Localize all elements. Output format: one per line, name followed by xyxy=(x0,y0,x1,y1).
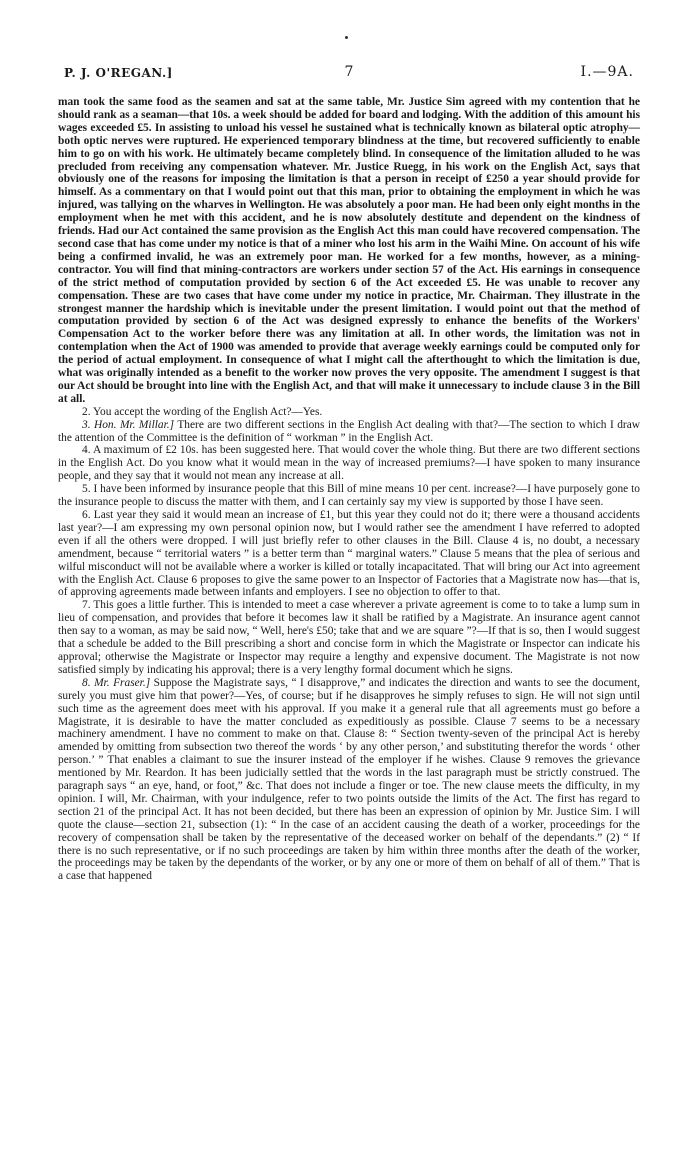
paragraph-6-text: 6. Last year they said it would mean an increase of £1, but this year they could not do it; there were a thousand accidents last year?—I am expressing my own personal opinion now, but I would rather see the amendment I have referred to adopted even if all the others were dropped. I will just briefly refer to other clauses in the Bill. Clause 4 is, no doubt, a necessary amendment, because “ territorial waters ” is a better term than “ marginal waters.” Clause 5 means that the plea of serious and wilful misconduct will not be available where a worker is killed or totally incapacitated. That will bring our Act into agreement with the English Act. Clause 6 proposes to give the same power to an Inspector of Factories that a Magistrate now has—that is, of approving agreements made between infants and employers. I see no objection to offer to that. xyxy=(58,509,640,599)
paragraph-8 xyxy=(58,677,640,884)
paragraph-3-text: There are two different sections in the English Act dealing with that?—The section to which I draw the attention of the Committee is the definition of “ workman ” in the English Act. xyxy=(58,418,640,444)
page-mark-dot xyxy=(345,36,348,39)
paragraph-5 xyxy=(58,483,640,509)
header-document-code: I.—9A. xyxy=(580,64,634,80)
paragraph-4-text: 4. A maximum of £2 10s. has been suggested here. That would cover the whole thing. But there are two different sections in the English Act. Do you know what it would mean in the way of increased premiums?—I have spoken to many insurance people, and they say that it would not mean any increase at all. xyxy=(58,444,640,483)
paragraph-8-text: Suppose the Magistrate says, “ I disapprove,” and indicates the direction and wants to see the document, surely you must give him that power?—Yes, of course; but if he disapproves he simply refuses to sign. He will not sign until such time as the agreement does meet with his approval. If you make it a general rule that all agreements must go before a Magistrate, it is desirable to have the matter concluded as expeditiously as possible. Clause 7 seems to be a necessary machinery amendment. I have no comment to make on that. Clause 8: “ Section twenty-seven of the principal Act is hereby amended by omitting from subsection two thereof the words ‘ by any other person,’ and substituting therefor the words ‘ other person.’ ” That enables a claimant to sue the insurer instead of the employer if he wishes. Clause 9 removes the grievance mentioned by Mr. Reardon. It has been judicially settled that the words in the last paragraph must be strictly construed. The paragraph says “ an eye, hand, or foot,” &c. That does not include a finger or toe. The new clause meets the difficulty, in my opinion. I will, Mr. Chairman, with your indulgence, refer to two points outside the limits of the Act. The first has regard to section 21 of the principal Act. It has not been decided, but there has been an expression of opinion by Mr. Justice Sim. I will quote the clause—section 21, subsection (1): “ In the case of an accident causing the death of a worker, proceedings for the recovery of compensation shall be taken by the representative of the deceased worker on behalf of the dependants.” (2) “ If there is no such representative, or if no such proceedings are taken by him within three months after the death of the worker, the proceedings may be taken by the dependants of the worker, or by any one or more of them on behalf of all of them.” That is a case that happened xyxy=(58,676,640,883)
header-author: P. J. O'REGAN.] xyxy=(64,66,173,80)
paragraph-2-text: 2. You accept the wording of the English Act?—Yes. xyxy=(82,405,323,418)
paragraph-6 xyxy=(58,509,640,599)
paragraph-7-text: 7. This goes a little further. This is intended to meet a case wherever a private agreement is come to to take a lump sum in lieu of compensation, and provides that before it becomes law it shall be ratified by a Magistrate. An insurance agent cannot then say to a woman, as may be said now, “ Well, here's £50; take that and we are square ”?—If that is so, then I would suggest that a schedule be added to the Bill prescribing a short and concise form in which the Magistrate or Inspector can indicate his approval; otherwise the Magistrate or Inspector may require a lengthy and expensive document. The Magistrate is not now satisfied simply by indicating his approval; there is a very lengthy formal document which he signs. xyxy=(58,599,640,676)
paragraph-5-text: 5. I have been informed by insurance people that this Bill of mine means 10 per cent. increase?—I have purposely gone to the insurance people to discuss the matter with them, and I can certainly say my view is supported by those I have seen. xyxy=(58,483,640,509)
paragraph-3 xyxy=(58,419,640,445)
header-page-number: 7 xyxy=(344,64,354,80)
paragraph-4 xyxy=(58,444,640,483)
paragraph-8-speaker: 8. Mr. Fraser.] xyxy=(82,676,151,689)
paragraph-1-text: man took the same food as the seamen and sat at the same table, Mr. Justice Sim agreed with my contention that he should rank as a seaman—that 10s. a week should be added for board and lodging. With the addition of this amount his wages exceeded £5. In assisting to unload his vessel he sustained what is technically known as bilateral optic atrophy—both optic nerves were ruptured. He experienced temporary blindness at the time, but recovered sufficiently to enable him to go on with his work. He ultimately became completely blind. In consequence of the limitation alluded to he was precluded from receiving any compensation whatever. Mr. Justice Ruegg, in his work on the English Act, says that obviously one of the reasons for imposing the limitation is that a person in receipt of £250 a year should provide for himself. As a commentary on that I would point out that this man, prior to obtaining the employment in which he was injured, was tallying on the wharves in Wellington. He was absolutely a poor man. He had been only eight months in the employment when he met with this accident, and he is now absolutely destitute and dependent on the kindness of friends. Had our Act contained the same provision as the English Act this man could have recovered compensation. The second case that has come under my notice is that of a miner who lost his arm in the Waihi Mine. On account of his wife being a confirmed invalid, he was an extremely poor man. He worked for a few months, however, as a mining-contractor. You will find that mining-contractors are workers under section 57 of the Act. His earnings in consequence of the strict method of computation provided by section 6 of the Act exceeded £5. He was unable to recover any compensation. These are two cases that have come under my notice in practice, Mr. Chairman. They illustrate in the strongest manner the hardship which is inevitable under the present limitation. I would point out that the method of computation provided by section 6 of the Act was designed expressly to enhance the benefits of the Workers' Compensation Act to the worker before there was any limitation at all. In other words, the limitation was not in contemplation when the Act of 1900 was amended to provide that average weekly earnings could be computed only for the period of actual employment. In consequence of what I might call the afterthought to which the limitation is due, what was originally intended as a benefit to the worker now proves the very opposite. The amendment I suggest is that our Act should be brought into line with the English Act, and that will make it unnecessary to include clause 3 in the Bill at all. xyxy=(58,96,640,405)
paragraph-1 xyxy=(58,96,640,406)
paragraph-2 xyxy=(58,406,640,419)
paragraph-3-speaker: 3. Hon. Mr. Millar.] xyxy=(82,418,175,431)
body-text xyxy=(58,96,640,883)
page-header xyxy=(64,66,634,84)
paragraph-7 xyxy=(58,599,640,676)
